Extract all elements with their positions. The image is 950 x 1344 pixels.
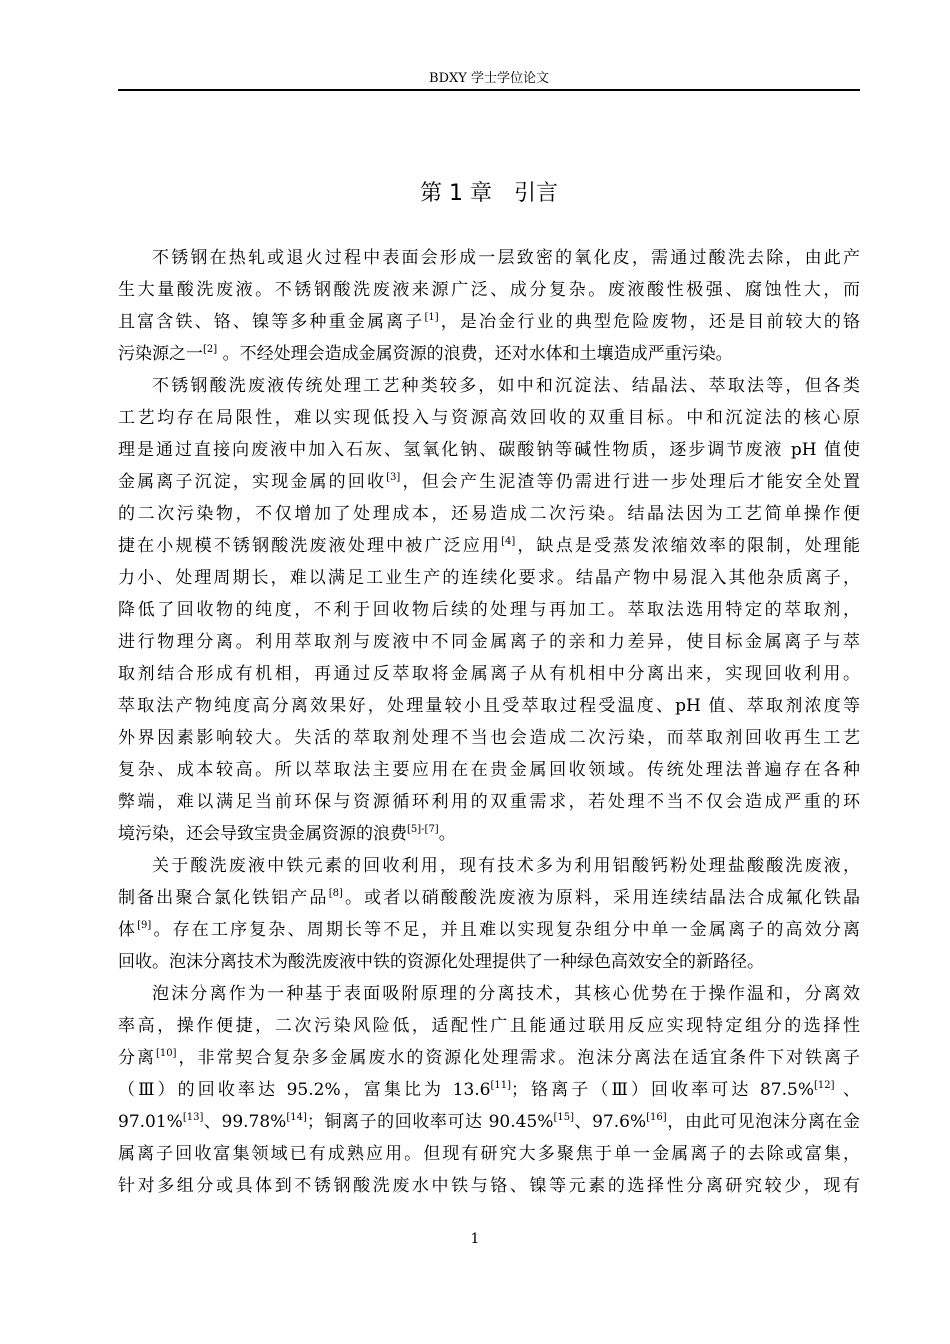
paragraph-line <box>118 914 860 946</box>
chapter-title <box>118 179 860 209</box>
text-segment: 且富含铁、铬、镍等多种重金属离子 <box>118 312 425 332</box>
text-segment: 回收。泡沫分离技术为酸洗废液中铁的资源化处理提供了一种绿色高效安全的新路径。 <box>118 952 764 972</box>
text-segment: 不锈钢酸洗废液传统处理工艺种类较多，如中和沉淀法、结晶法、萃取法等，但各类 <box>152 376 860 396</box>
text-segment: 97.01% <box>118 1112 183 1132</box>
text-segment: 体 <box>118 920 138 940</box>
paragraph-line <box>118 658 860 690</box>
paragraph-line <box>118 530 860 562</box>
paragraph-line <box>118 338 860 370</box>
paragraph-line <box>118 818 860 850</box>
text-segment: 萃取法产物纯度高分离效果好，处理量较小且受萃取过程受温度、pH 值、萃取剂浓度等 <box>118 696 860 716</box>
chapter-title-text: 引言 <box>513 181 558 206</box>
citation-marker: [16] <box>646 1112 667 1123</box>
text-segment: 。存在工序复杂、周期长等不足，并且难以实现复杂组分中单一金属离子的高效分离 <box>151 920 861 940</box>
paragraph-line <box>118 1138 860 1170</box>
text-segment: 外界因素影响较大。失活的萃取剂处理不当也会造成二次污染，而萃取剂回收再生工艺 <box>118 728 860 748</box>
citation-marker: [5]-[7] <box>407 824 439 835</box>
citation-marker: [4] <box>501 536 516 547</box>
citation-marker: [8] <box>328 888 343 899</box>
chapter-number: 第 1 章 <box>420 181 492 206</box>
paragraph-line <box>118 274 860 306</box>
paragraph-line <box>118 1042 860 1074</box>
text-segment: （Ⅲ）的回收率达 95.2%，富集比为 13.6 <box>118 1080 491 1100</box>
body-text <box>118 242 860 1202</box>
paragraph-line <box>118 626 860 658</box>
text-segment: ，但会产生泥渣等仍需进行进一步处理后才能安全处置 <box>400 472 861 492</box>
page-number: 1 <box>470 1231 480 1247</box>
paragraph-line <box>118 498 860 530</box>
text-segment: ，缺点是受蒸发浓缩效率的限制，处理能 <box>515 536 861 556</box>
paragraph-line <box>118 562 860 594</box>
text-segment: 生大量酸洗废液。不锈钢酸洗废液来源广泛、成分复杂。废液酸性极强、腐蚀性大，而 <box>118 280 860 300</box>
paragraph-line <box>118 1010 860 1042</box>
text-segment: 分离 <box>118 1048 156 1068</box>
citation-marker: [10] <box>155 1048 177 1059</box>
text-segment: 复杂、成本较高。所以萃取法主要应用在在贵金属回收领域。传统处理法普遍存在各种 <box>118 760 860 780</box>
paragraph-line <box>118 1106 860 1138</box>
text-segment: 污染源之一 <box>118 344 203 364</box>
text-segment: 取剂结合形成有机相，再通过反萃取将金属离子从有机相中分离出来，实现回收利用。 <box>118 664 860 684</box>
citation-marker: [15] <box>553 1112 574 1123</box>
paragraph-line <box>118 850 860 882</box>
citation-marker: [2] <box>203 344 218 355</box>
text-segment: 弊端，难以满足当前环保与资源循环利用的双重需求，若处理不当不仅会造成严重的环 <box>118 792 860 812</box>
text-segment: ；铜离子的回收率可达 90.45% <box>306 1112 554 1132</box>
citation-marker: [12] <box>813 1080 835 1091</box>
text-segment: 力小、处理周期长，难以满足工业生产的连续化要求。结晶产物中易混入其他杂质离子， <box>118 568 860 588</box>
text-segment: 、97.6% <box>573 1112 647 1132</box>
text-segment: 进行物理分离。利用萃取剂与废液中不同金属离子的亲和力差异，使目标金属离子与萃 <box>118 632 860 652</box>
text-segment: ，由此可见泡沫分离在金 <box>666 1112 861 1132</box>
text-segment: ；铬离子（Ⅲ）回收率可达 87.5% <box>511 1080 814 1100</box>
paragraph-line <box>118 1074 860 1106</box>
citation-marker: [3] <box>386 472 401 483</box>
paragraph-line <box>118 722 860 754</box>
paragraph-line <box>118 242 860 274</box>
paragraph-line <box>118 466 860 498</box>
citation-marker: [9] <box>137 920 152 931</box>
text-segment: 的二次污染物，不仅增加了处理成本，还易造成二次污染。结晶法因为工艺简单操作便 <box>118 504 860 524</box>
paragraph-line <box>118 882 860 914</box>
text-segment: 境污染，还会导致宝贵金属资源的浪费 <box>118 824 407 844</box>
text-segment: 、99.78% <box>203 1112 287 1132</box>
text-segment: 属离子回收富集领域已有成熟应用。但现有研究大多聚焦于单一金属离子的去除或富集， <box>118 1144 860 1164</box>
text-segment: 捷在小规模不锈钢酸洗废液处理中被广泛应用 <box>118 536 502 556</box>
citation-marker: [1] <box>424 312 439 323</box>
paragraph-line <box>118 754 860 786</box>
running-header: BDXY 学士学位论文 <box>429 71 549 86</box>
text-segment: 工艺均存在局限性，难以实现低投入与资源高效回收的双重目标。中和沉淀法的核心原 <box>118 408 860 428</box>
paragraph-line <box>118 946 860 978</box>
text-segment: 不锈钢在热轧或退火过程中表面会形成一层致密的氧化皮，需通过酸洗去除，由此产 <box>152 248 860 268</box>
paragraph-line <box>118 434 860 466</box>
citation-marker: [13] <box>182 1112 204 1123</box>
text-segment: 针对多组分或具体到不锈钢酸洗废水中铁与铬、镍等元素的选择性分离研究较少，现有 <box>118 1176 860 1196</box>
text-segment: 。或者以硝酸酸洗废液为原料，采用连续结晶法合成氟化铁晶 <box>342 888 860 908</box>
text-segment: 、 <box>834 1080 860 1100</box>
paragraph-line <box>118 402 860 434</box>
paragraph-line <box>118 690 860 722</box>
text-segment: 降低了回收物的纯度，不利于回收物后续的处理与再加工。萃取法选用特定的萃取剂， <box>118 600 860 620</box>
paragraph-line <box>118 978 860 1010</box>
text-segment: 泡沫分离作为一种基于表面吸附原理的分离技术，其核心优势在于操作温和，分离效 <box>152 984 860 1004</box>
citation-marker: [14] <box>286 1112 307 1123</box>
text-segment: 。不经处理会造成金属资源的浪费，还对水体和土壤造成严重污染。 <box>217 344 733 364</box>
text-segment: 理是通过直接向废液中加入石灰、氢氧化钠、碳酸钠等碱性物质，逐步调节废液 pH 值使 <box>118 440 860 460</box>
header-rule <box>118 89 860 91</box>
text-segment: 制备出聚合氯化铁铝产品 <box>118 888 329 908</box>
text-segment: ，非常契合复杂多金属废水的资源化处理需求。泡沫分离法在适宜条件下对铁离子 <box>176 1048 861 1068</box>
paragraph-line <box>118 786 860 818</box>
text-segment: 关于酸洗废液中铁元素的回收利用，现有技术多为利用铝酸钙粉处理盐酸酸洗废液， <box>152 856 860 876</box>
paragraph-line <box>118 594 860 626</box>
paragraph-line <box>118 370 860 402</box>
text-segment: ，是冶金行业的典型危险废物，还是目前较大的铬 <box>438 312 860 332</box>
citation-marker: [11] <box>490 1080 512 1091</box>
text-segment: 金属离子沉淀，实现金属的回收 <box>118 472 387 492</box>
paragraph-line <box>118 306 860 338</box>
paragraph-line <box>118 1170 860 1202</box>
text-segment: 率高，操作便捷，二次污染风险低，适配性广且能通过联用反应实现特定组分的选择性 <box>118 1016 860 1036</box>
text-segment: 。 <box>438 824 456 844</box>
